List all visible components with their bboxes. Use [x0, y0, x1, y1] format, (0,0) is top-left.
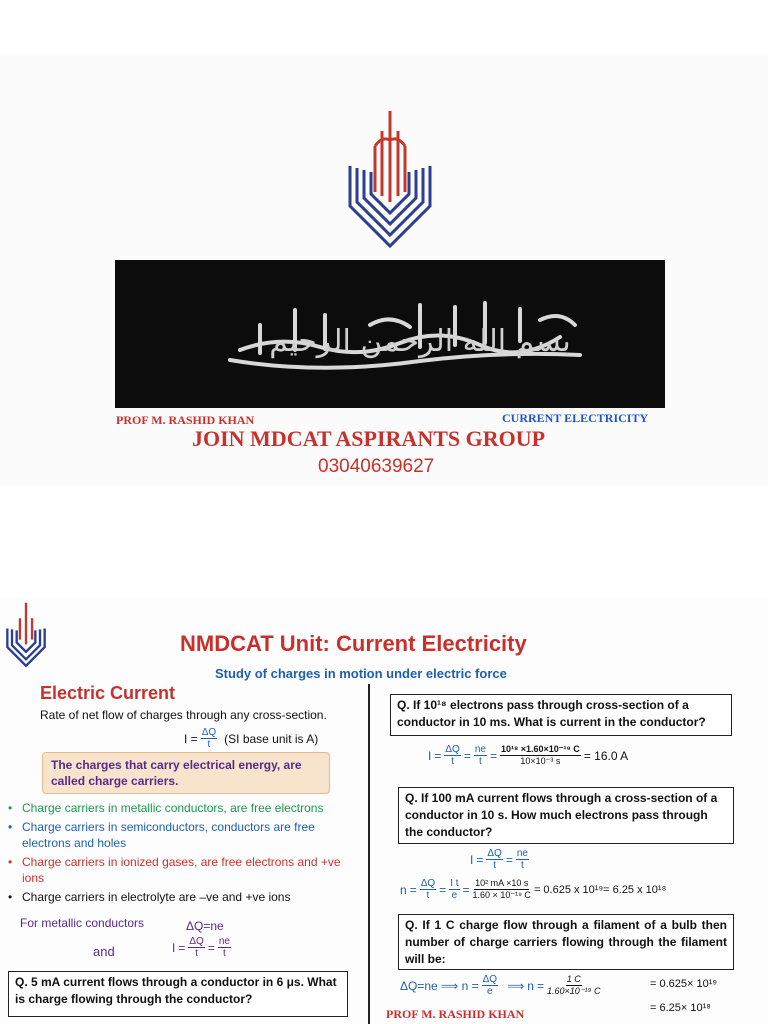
column-divider [368, 684, 370, 1024]
and-label: and [93, 944, 115, 959]
eq-fraction [218, 936, 231, 959]
calc-eq: = [439, 882, 447, 897]
formula-lhs: I = [184, 731, 198, 746]
q2-calculation [400, 878, 666, 901]
author-label: PROF M. RASHID KHAN [116, 413, 255, 427]
eq-sign: = [178, 940, 186, 955]
calc-den: e [451, 890, 458, 901]
phone-number: 03040639627 [318, 456, 435, 477]
calc-den: t [479, 756, 482, 767]
q1-value-fraction [500, 744, 581, 767]
calc-fraction [449, 878, 459, 901]
calc-num: ΔQ [487, 848, 502, 859]
calc-eq: = [505, 852, 513, 867]
calc-eq: = [434, 748, 442, 763]
slide-subtitle: Study of charges in motion under electric force [215, 666, 507, 681]
calc-num: ΔQ [420, 878, 436, 889]
calc-symbol: n [400, 882, 407, 897]
q2-value-num: 10² mA ×10 s [475, 878, 529, 888]
calc-symbol: n [527, 978, 534, 993]
q1-result: = 16.0 A [583, 748, 629, 763]
question-box-3: Q. If 1 C charge flow through a filament of a bulb then number of charge carriers flowing through the filament will be: [398, 914, 734, 970]
list-item: • Charge carriers in semiconductors, conductors are free electrons and holes [6, 819, 361, 851]
q2-value-den: 1.60 × 10⁻¹⁹ C [472, 890, 531, 900]
formula-denominator: t [207, 739, 211, 750]
q3-calculation [400, 974, 601, 997]
list-item: • Charge carriers in metallic conductors, are free electrons [6, 800, 361, 816]
q3-step: ΔQ=ne ⟹ n = [400, 978, 479, 993]
metallic-label: For metallic conductors [20, 916, 145, 930]
current-equation [172, 936, 231, 959]
logo-icon-small [5, 600, 47, 670]
question-box-left: Q. 5 mA current flows through a conductor in 6 μs. What is charge flowing through the conductor? [8, 971, 348, 1017]
q3-result-1: = 0.625× 10¹⁹ [650, 978, 718, 990]
calc-num: ΔQ [445, 744, 460, 755]
bullet-list [6, 800, 361, 908]
calc-num: ne [516, 848, 528, 859]
question-box-2: Q. If 100 mA current flows through a cross-section of a conductor in 10 s. How much electrons pass through the conductor? [398, 787, 734, 844]
calc-eq: = [489, 748, 497, 763]
eq-fraction [188, 936, 204, 959]
topic-label: CURRENT ELECTRICITY [502, 411, 649, 425]
logo-icon [345, 106, 435, 254]
calc-eq: = [476, 852, 484, 867]
calligraphy-text: بسم الله الرحمن الرحيم [269, 324, 571, 359]
calc-den: t [426, 890, 430, 901]
calc-symbol: I [428, 748, 432, 763]
question-box-1: Q. If 10¹⁸ electrons pass through cross-section of a conductor in 10 ms. What is current in the conductor? [390, 694, 732, 736]
formula-unit: (SI base unit is A) [224, 731, 319, 746]
calc-fraction [474, 744, 487, 767]
calligraphy-image [120, 265, 660, 403]
q1-value-den: 10×10⁻³ s [520, 756, 561, 766]
q3-value-fraction [547, 974, 601, 997]
eq-symbol: I [172, 940, 176, 955]
calc-num: ne [474, 744, 486, 755]
calc-fraction [486, 848, 502, 871]
list-item: • Charge carriers in electrolyte are –ve and +ve ions [6, 889, 361, 905]
q2-result: = 0.625 x 10¹⁹= 6.25 x 10¹⁸ [533, 883, 667, 896]
q3-result-2: = 6.25× 10¹⁸ [650, 1002, 711, 1014]
eq-sign: = [207, 940, 215, 955]
calc-den: e [487, 986, 493, 997]
q2-formula [470, 848, 529, 871]
slide-title: NMDCAT Unit: Current Electricity [180, 631, 527, 656]
q3-value-den: 1.60×10⁻¹⁹ C [546, 986, 601, 996]
eq-den: t [223, 948, 226, 959]
calc-num: I t [450, 878, 459, 889]
calc-num: ΔQ [482, 974, 498, 985]
calc-fraction [444, 744, 460, 767]
calc-fraction [482, 974, 498, 997]
join-banner: JOIN MDCAT ASPIRANTS GROUP [192, 426, 546, 451]
current-formula [184, 727, 318, 750]
eq-num: ne [218, 936, 230, 947]
calc-fraction [516, 848, 529, 871]
calc-eq: = [463, 748, 471, 763]
calc-arrow: ⟹ [507, 978, 525, 993]
calc-eq: = [409, 882, 417, 897]
list-item: • Charge carriers in ionized gases, are free electrons and +ve ions [6, 854, 361, 886]
calc-den: t [451, 756, 454, 767]
q2-value-fraction [473, 878, 531, 901]
calc-fraction [420, 878, 436, 901]
formula-fraction [201, 727, 217, 750]
q3-value-num: 1 C [566, 974, 581, 984]
calc-den: t [521, 860, 524, 871]
calc-eq: = [462, 882, 470, 897]
definition-text: Rate of net flow of charges through any cross-section. [40, 708, 327, 722]
metallic-equation: ΔQ=ne [186, 919, 224, 933]
q1-calculation [428, 744, 628, 767]
calc-symbol: I [470, 852, 474, 867]
section-heading: Electric Current [40, 683, 176, 703]
formula-numerator: ΔQ [201, 727, 217, 738]
q1-value-num: 10¹⁸ ×1.60×10⁻¹⁹ C [500, 744, 580, 754]
charge-carrier-note: The charges that carry electrical energy, are called charge carriers. [42, 752, 330, 794]
calc-eq: = [536, 978, 544, 993]
calc-den: t [493, 860, 496, 871]
footer-author: PROF M. RASHID KHAN [386, 1007, 525, 1021]
eq-num: ΔQ [189, 936, 204, 947]
eq-den: t [195, 948, 198, 959]
